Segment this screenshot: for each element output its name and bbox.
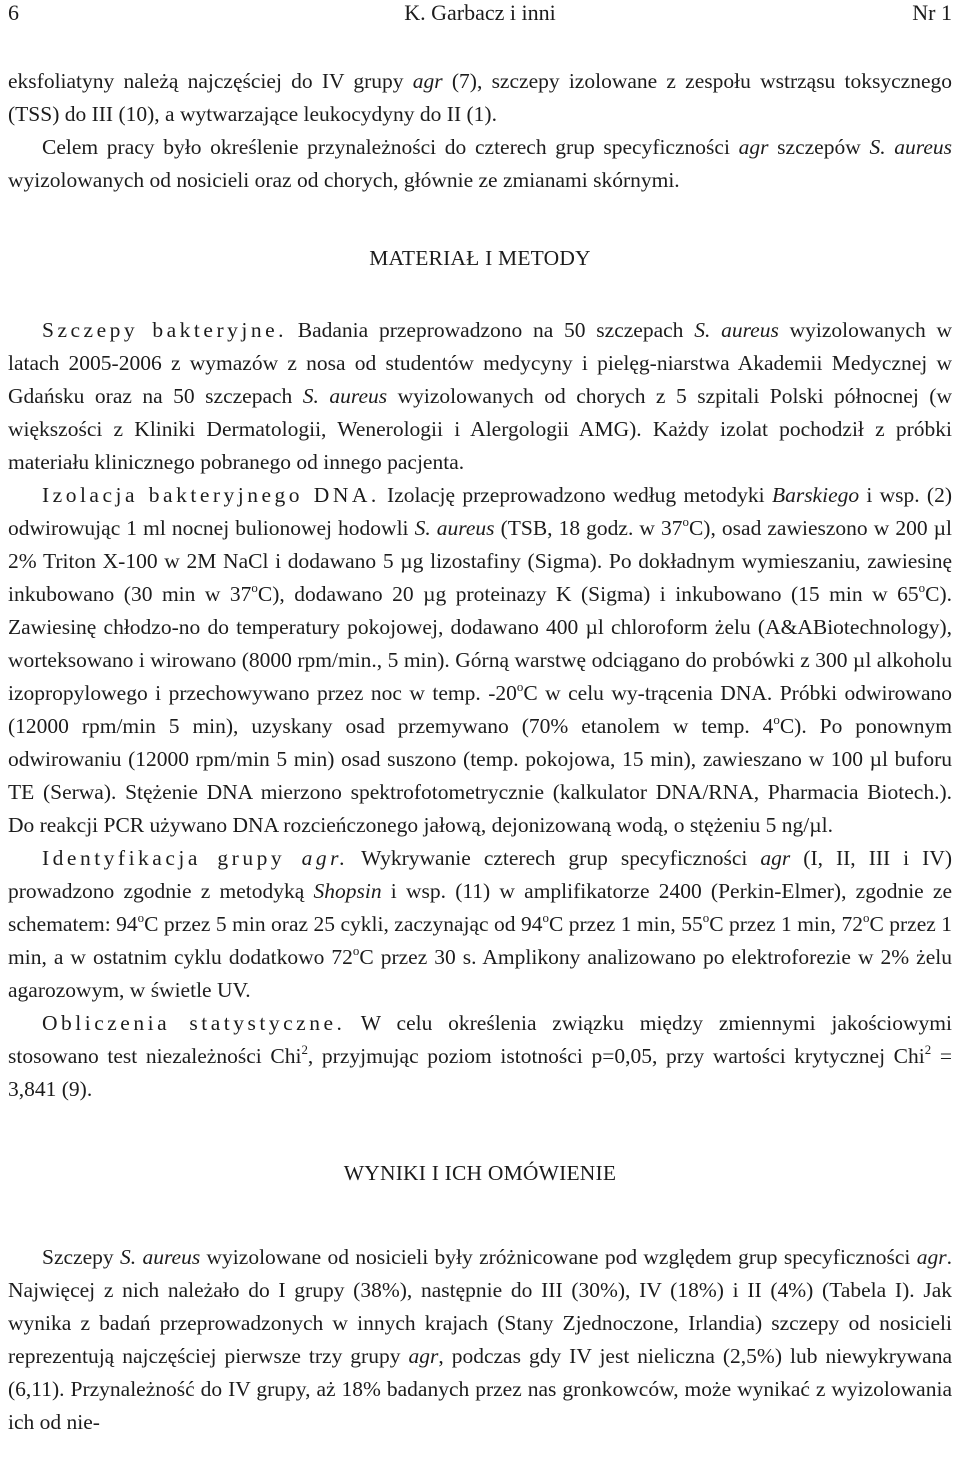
subheading-statistics: Obliczenia statystyczne. [42,1011,346,1035]
running-header [8,0,952,26]
subheading-dna-isolation: Izolacja bakteryjnego DNA. [42,483,380,507]
article-body [8,65,952,1439]
paragraph-aim: Celem pracy było określenie przynależności do czterech grup specyficzności agr szczepów S. aureus wyizolowanych od nosicieli oraz od chorych, głównie ze zmianami skórnymi. [8,135,952,192]
subheading-agr-identification: Identyfikacja grupy [42,846,302,870]
paragraph-agr-identification: Identyfikacja grupy agr. Wykrywanie czterech grup specyficzności agr (I, II, III i IV) prowadzono zgodnie z metodyką Shopsin i wsp. (11) w amplifikatorze 2400 (Perkin-Elmer), zgodnie ze schematem: 94$^o$C przez 5 min oraz 25 cykli, zaczynając od 94$^o$C przez 1 min, 55$^o$C przez 1 min, 72$^o$C przez 1 min, a w ostatnim cyklu dodatkowo 72$^o$C przez 30 s. Amplikony analizowano po elektroforezie w 2% żelu agarozowym, w świetle UV. [8,846,953,1002]
running-title: K. Garbacz i inni [404,0,556,25]
paragraph-dna-isolation: Izolacja bakteryjnego DNA. Izolację przeprowadzono według metodyki Barskiego i wsp. (2) odwirowując 1 ml nocnej bulionowej hodowli S. aureus (TSB, 18 godz. w 37$^o$C), osad zawieszono w 200 µl 2% Triton X-100 w 2M NaCl i dodawano 5 µg lizostafiny (Sigma). Po dokładnym wymieszaniu, zawiesinę inkubowano (30 min w 37$^o$C), dodawano 20 µg proteinazy K (Sigma) i inkubowano (15 min w 65$^o$C). Zawiesinę chłodzo-no do temperatury pokojowej, dodawano 400 µl chloroform żelu (A&ABiotechnology), worteksowano i wirowano (8000 rpm/min., 5 min). Górną warstwę odciągano do probówki z 300 µl alkoholu izopropylowego i przechowywano przez noc w temp. -20$^o$C w celu wy-trącenia DNA. Próbki odwirowano (12000 rpm/min 5 min), uzyskany osad przemywano (70% etanolem w temp. 4$^o$C). Po ponownym odwirowaniu (12000 rpm/min 5 min) osad suszono (temp. pokojowa, 15 min), zawieszano w 100 µl buforu TE (Serwa). Stężenie DNA mierzono spektrofotometrycznie (kalkulator DNA/RNA, Pharmacia Biotech.). Do reakcji PCR używano DNA rozcieńczonego jałową, dejonizowaną wodą, o stężeniu 5 ng/µl. [8,483,953,837]
paragraph-results: Szczepy S. aureus wyizolowane od nosicieli były zróżnicowane pod względem grup specyficzności agr. Najwięcej z nich należało do I grupy (38%), następnie do III (30%), IV (18%) i II (4%) (Tabela I). Jak wynika z badań przeprowadzonych w innych krajach (Stany Zjednoczone, Irlandia) szczepy od nosicieli reprezentują najczęściej pierwsze trzy grupy agr, podczas gdy IV jest nieliczna (2,5%) lub niewykrywana (6,11). Przynależność do IV grupy, aż 18% badanych przez nas gronkowców, może wynikać z wyizolowania ich od nie- [8,1245,953,1434]
paragraph-intro-end: eksfoliatyny należą najczęściej do IV grupy agr (7), szczepy izolowane z zespołu wstrząsu toksycznego (TSS) do III (10), a wytwarzające leukocydyny do II (1). [8,69,953,126]
section-heading-results: WYNIKI I ICH OMÓWIENIE [343,1161,617,1185]
subheading-strains: Szczepy bakteryjne. [42,318,287,342]
issue-number: Nr 1 [912,0,952,25]
paragraph-strains: Szczepy bakteryjne. Badania przeprowadzono na 50 szczepach S. aureus wyizolowanych w latach 2005-2006 z wymazów z nosa od studentów medycyny i pielęg-niarstwa Akademii Medycznej w Gdańsku oraz na 50 szczepach S. aureus wyizolowanych od chorych z 5 szpitali Polski północnej (w większości z Kliniki Dermatologii, Wenerologii i Alergologii AMG). Każdy izolat pochodził z próbki materiału klinicznego pobranego od innego pacjenta. [8,318,953,474]
paragraph-statistics: Obliczenia statystyczne. W celu określenia związku między zmiennymi jakościowymi stosowano test niezależności Chi$^2$, przyjmując poziom istotności p=0,05, przy wartości krytycznej Chi$^2$ = 3,841 (9). [8,1011,952,1101]
page-number: 6 [8,0,19,25]
section-heading-methods: MATERIAŁ I METODY [369,246,591,270]
